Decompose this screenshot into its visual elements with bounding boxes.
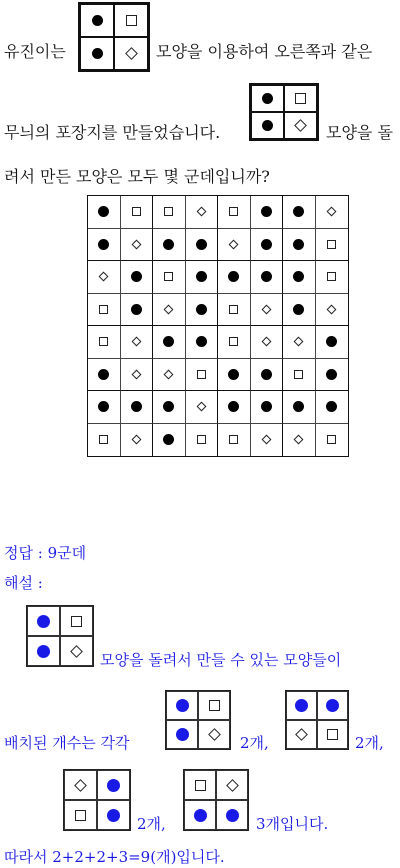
count-3: 2개, xyxy=(137,815,166,833)
grid-cell xyxy=(316,326,349,359)
motif-cell xyxy=(114,4,148,37)
grid-cell xyxy=(218,294,251,327)
black-dot-icon xyxy=(196,304,207,315)
grid-cell xyxy=(121,261,154,294)
motif-tile-inline xyxy=(249,83,319,141)
grid-cell xyxy=(251,294,284,327)
grid-cell xyxy=(153,424,186,457)
black-dot-icon xyxy=(261,401,272,412)
question-line-1-start: 유진이는 xyxy=(4,42,66,61)
grid-cell xyxy=(153,229,186,262)
answer-motif-rot-b xyxy=(285,690,349,750)
motif-cell xyxy=(198,720,230,749)
square-icon xyxy=(294,370,303,379)
diamond-icon xyxy=(295,728,308,741)
black-dot-icon xyxy=(228,271,239,282)
motif-cell xyxy=(114,37,148,70)
motif-cell xyxy=(64,770,97,800)
square-icon xyxy=(75,810,86,821)
square-icon xyxy=(229,207,238,216)
square-icon xyxy=(71,616,82,627)
black-dot-icon xyxy=(163,239,174,250)
grid-cell xyxy=(316,196,349,229)
answer-motif-rot-d xyxy=(183,769,249,831)
square-icon xyxy=(126,15,137,26)
grid-cell xyxy=(88,326,121,359)
black-dot-icon xyxy=(228,369,239,380)
blue-dot-icon xyxy=(326,699,339,712)
diamond-icon xyxy=(196,207,206,217)
square-icon xyxy=(99,337,108,346)
black-dot-icon xyxy=(262,120,273,131)
grid-cell xyxy=(218,424,251,457)
grid-cell xyxy=(186,294,219,327)
grid-cell xyxy=(316,294,349,327)
diamond-icon xyxy=(294,435,304,445)
grid-cell xyxy=(218,326,251,359)
square-icon xyxy=(197,435,206,444)
count-2: 2개, xyxy=(355,734,384,752)
square-icon xyxy=(164,272,173,281)
grid-cell xyxy=(121,424,154,457)
motif-cell xyxy=(166,691,198,720)
square-icon xyxy=(195,780,206,791)
diamond-icon xyxy=(261,337,271,347)
question-line-1-end: 모양을 이용하여 오른쪽과 같은 xyxy=(156,42,373,61)
grid-cell xyxy=(121,294,154,327)
diamond-icon xyxy=(99,272,109,282)
black-dot-icon xyxy=(163,401,174,412)
grid-cell xyxy=(283,391,316,424)
black-dot-icon xyxy=(261,369,272,380)
diamond-icon xyxy=(261,304,271,314)
grid-cell xyxy=(251,261,284,294)
square-icon xyxy=(229,435,238,444)
black-dot-icon xyxy=(293,304,304,315)
count-1: 2개, xyxy=(240,734,269,752)
grid-cell xyxy=(283,326,316,359)
black-dot-icon xyxy=(196,336,207,347)
grid-cell xyxy=(283,359,316,392)
blue-dot-icon xyxy=(295,699,308,712)
grid-cell xyxy=(88,261,121,294)
grid-cell xyxy=(316,424,349,457)
diamond-icon xyxy=(131,239,141,249)
blue-dot-icon xyxy=(194,809,207,822)
black-dot-icon xyxy=(163,336,174,347)
motif-cell xyxy=(286,691,317,720)
answer-label: 정답 : 9군데 xyxy=(4,544,87,562)
grid-cell xyxy=(251,391,284,424)
blue-dot-icon xyxy=(176,699,189,712)
grid-cell xyxy=(121,391,154,424)
grid-cell xyxy=(153,359,186,392)
grid-cell xyxy=(251,196,284,229)
grid-cell xyxy=(186,196,219,229)
black-dot-icon xyxy=(293,271,304,282)
grid-cell xyxy=(186,391,219,424)
black-dot-icon xyxy=(261,271,272,282)
black-dot-icon xyxy=(228,401,239,412)
grid-cell xyxy=(88,359,121,392)
black-dot-icon xyxy=(326,336,337,347)
grid-cell xyxy=(153,294,186,327)
answer-motif-rot-a xyxy=(165,690,231,750)
black-dot-icon xyxy=(131,304,142,315)
grid-cell xyxy=(283,261,316,294)
diamond-icon xyxy=(70,645,83,658)
count-4: 3개입니다. xyxy=(256,815,329,833)
grid-cell xyxy=(316,261,349,294)
answer-motif-rot-c xyxy=(63,769,131,831)
motif-cell xyxy=(60,606,93,636)
grid-cell xyxy=(218,261,251,294)
black-dot-icon xyxy=(131,401,142,412)
grid-cell xyxy=(153,196,186,229)
black-dot-icon xyxy=(98,369,109,380)
diamond-icon xyxy=(131,369,141,379)
motif-tile xyxy=(78,2,150,72)
black-dot-icon xyxy=(131,271,142,282)
grid-cell xyxy=(121,326,154,359)
question-line-2-start: 무늬의 포장지를 만들었습니다. xyxy=(4,123,221,142)
grid-cell xyxy=(283,424,316,457)
diamond-icon xyxy=(164,369,174,379)
grid-cell xyxy=(121,196,154,229)
diamond-icon xyxy=(229,239,239,249)
black-dot-icon xyxy=(262,93,273,104)
grid-cell xyxy=(316,391,349,424)
grid-cell xyxy=(186,261,219,294)
grid-cell xyxy=(283,294,316,327)
conclusion: 따라서 2+2+2+3=9(개)입니다. xyxy=(4,848,225,866)
black-dot-icon xyxy=(293,239,304,250)
grid-cell xyxy=(251,326,284,359)
motif-cell xyxy=(251,85,284,112)
grid-cell xyxy=(251,229,284,262)
grid-cell xyxy=(316,229,349,262)
grid-cell xyxy=(218,229,251,262)
diamond-icon xyxy=(131,337,141,347)
grid-cell xyxy=(153,391,186,424)
motif-cell xyxy=(317,691,348,720)
blue-dot-icon xyxy=(226,809,239,822)
grid-cell xyxy=(283,196,316,229)
black-dot-icon xyxy=(261,239,272,250)
explanation-line-1: 모양을 돌려서 만들 수 있는 모양들이 xyxy=(100,651,342,669)
diamond-icon xyxy=(327,207,337,217)
grid-cell xyxy=(186,359,219,392)
blue-dot-icon xyxy=(176,728,189,741)
black-dot-icon xyxy=(293,206,304,217)
grid-cell xyxy=(88,391,121,424)
motif-cell xyxy=(284,85,317,112)
black-dot-icon xyxy=(163,434,174,445)
motif-cell xyxy=(64,800,97,830)
square-icon xyxy=(209,700,220,711)
square-icon xyxy=(99,305,108,314)
motif-cell xyxy=(251,112,284,139)
diamond-icon xyxy=(226,779,239,792)
diamond-icon xyxy=(261,435,271,445)
diamond-icon xyxy=(294,119,307,132)
black-dot-icon xyxy=(92,15,103,26)
square-icon xyxy=(197,370,206,379)
motif-cell xyxy=(97,800,130,830)
square-icon xyxy=(164,207,173,216)
grid-cell xyxy=(153,326,186,359)
grid-cell xyxy=(121,229,154,262)
motif-cell xyxy=(97,770,130,800)
motif-cell xyxy=(184,770,216,800)
motif-cell xyxy=(27,606,60,636)
motif-cell xyxy=(286,720,317,749)
grid-cell xyxy=(218,359,251,392)
grid-cell xyxy=(121,359,154,392)
grid-cell xyxy=(218,391,251,424)
black-dot-icon xyxy=(261,206,272,217)
pattern-grid xyxy=(87,195,349,457)
square-icon xyxy=(229,337,238,346)
black-dot-icon xyxy=(98,239,109,250)
diamond-icon xyxy=(208,728,221,741)
motif-cell xyxy=(216,770,248,800)
square-icon xyxy=(295,93,306,104)
black-dot-icon xyxy=(98,206,109,217)
grid-cell xyxy=(186,424,219,457)
blue-dot-icon xyxy=(37,645,50,658)
motif-cell xyxy=(80,4,114,37)
grid-cell xyxy=(218,196,251,229)
black-dot-icon xyxy=(326,401,337,412)
blue-dot-icon xyxy=(107,779,120,792)
square-icon xyxy=(327,435,336,444)
motif-cell xyxy=(80,37,114,70)
explanation-line-2: 배치된 개수는 각각 xyxy=(4,734,130,752)
motif-cell xyxy=(60,636,93,666)
square-icon xyxy=(327,240,336,249)
square-icon xyxy=(99,435,108,444)
motif-cell xyxy=(284,112,317,139)
motif-cell xyxy=(317,720,348,749)
black-dot-icon xyxy=(326,369,337,380)
blue-dot-icon xyxy=(37,615,50,628)
diamond-icon xyxy=(327,304,337,314)
grid-cell xyxy=(88,229,121,262)
square-icon xyxy=(229,305,238,314)
diamond-icon xyxy=(196,402,206,412)
black-dot-icon xyxy=(92,48,103,59)
grid-cell xyxy=(153,261,186,294)
question-line-2-end: 모양을 돌 xyxy=(326,123,393,142)
black-dot-icon xyxy=(98,401,109,412)
grid-cell xyxy=(283,229,316,262)
square-icon xyxy=(327,272,336,281)
blue-dot-icon xyxy=(107,809,120,822)
motif-cell xyxy=(27,636,60,666)
motif-cell xyxy=(216,800,248,830)
black-dot-icon xyxy=(196,271,207,282)
diamond-icon xyxy=(294,337,304,347)
answer-motif-base xyxy=(26,605,94,667)
square-icon xyxy=(327,729,338,740)
grid-cell xyxy=(88,196,121,229)
diamond-icon xyxy=(131,435,141,445)
diamond-icon xyxy=(164,304,174,314)
black-dot-icon xyxy=(293,401,304,412)
grid-cell xyxy=(251,359,284,392)
question-line-3: 려서 만든 모양은 모두 몇 군데입니까? xyxy=(4,167,270,186)
explanation-label: 해설 : xyxy=(4,574,43,592)
black-dot-icon xyxy=(196,239,207,250)
grid-cell xyxy=(316,359,349,392)
grid-cell xyxy=(186,229,219,262)
grid-cell xyxy=(88,424,121,457)
diamond-icon xyxy=(125,47,138,60)
grid-cell xyxy=(88,294,121,327)
square-icon xyxy=(132,207,141,216)
grid-cell xyxy=(251,424,284,457)
diamond-icon xyxy=(74,779,87,792)
motif-cell xyxy=(184,800,216,830)
grid-cell xyxy=(186,326,219,359)
motif-cell xyxy=(198,691,230,720)
motif-cell xyxy=(166,720,198,749)
